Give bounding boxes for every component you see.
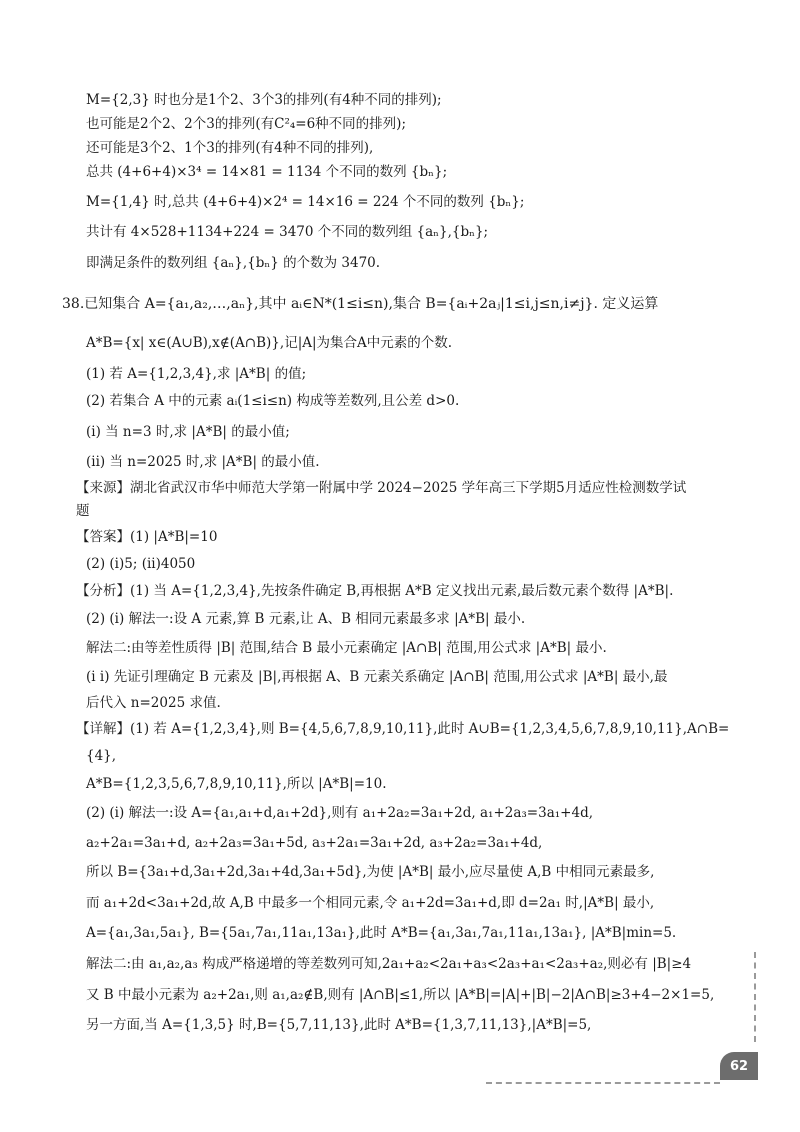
text-line: M={1,4} 时,总共 (4+6+4)×2⁴ = 14×16 = 224 个不同的数列 {bₙ};	[86, 194, 525, 210]
source-label-cont: 题	[76, 503, 90, 519]
text-line: (2) (i) 解法一:设 A={a₁,a₁+d,a₁+2d},则有 a₁+2a₂=3a₁+2d, a₁+2a₃=3a₁+4d,	[86, 805, 594, 821]
text-line: (2) (i)5; (ii)4050	[86, 556, 196, 572]
analysis-label: 【分析】(1) 当 A={1,2,3,4},先按条件确定 B,再根据 A*B 定义找出元素,最后数元素个数得 |A*B|.	[76, 583, 674, 599]
dashed-border-vertical	[754, 952, 756, 1042]
text-line: (i) 当 n=3 时,求 |A*B| 的最小值;	[86, 424, 290, 440]
text-line: (i i) 先证引理确定 B 元素及 |B|,再根据 A、B 元素关系确定 |A∩B| 范围,用公式求 |A*B| 最小,最	[86, 669, 668, 685]
text-line: 即满足条件的数列组 {aₙ},{bₙ} 的个数为 3470.	[86, 255, 381, 271]
text-line: A*B={x| x∈(A∪B),x∉(A∩B)},记|A|为集合A中元素的个数.	[86, 335, 453, 351]
text-line: 解法二:由 a₁,a₂,a₃ 构成严格递增的等差数列可知,2a₁+a₂<2a₁+a₃<2a₃+a₁<2a₃+a₂,则必有 |B|≥4	[86, 956, 692, 972]
text-line: 所以 B={3a₁+d,3a₁+2d,3a₁+4d,3a₁+5d},为使 |A*B| 最小,应尽量使 A,B 中相同元素最多,	[86, 864, 655, 880]
source-label: 【来源】湖北省武汉市华中师范大学第一附属中学 2024−2025 学年高三下学期5月适应性检测数学试	[76, 480, 687, 496]
text-line: 而 a₁+2d<3a₁+2d,故 A,B 中最多一个相同元素,令 a₁+2d=3a₁+d,即 d=2a₁ 时,|A*B| 最小,	[86, 895, 655, 911]
text-line: (ii) 当 n=2025 时,求 |A*B| 的最小值.	[86, 454, 320, 470]
text-line: 解法二:由等差性质得 |B| 范围,结合 B 最小元素确定 |A∩B| 范围,用公式求 |A*B| 最小.	[86, 640, 607, 656]
text-line: 总共 (4+6+4)×3⁴ = 14×81 = 1134 个不同的数列 {bₙ};	[86, 164, 448, 180]
text-line: 另一方面,当 A={1,3,5} 时,B={5,7,11,13},此时 A*B={1,3,7,11,13},|A*B|=5,	[86, 1017, 592, 1033]
detail-label: 【详解】(1) 若 A={1,2,3,4},则 B={4,5,6,7,8,9,10,11},此时 A∪B={1,2,3,4,5,6,7,8,9,10,11},A∩B=	[76, 721, 730, 737]
text-line: {4},	[86, 748, 117, 764]
text-line: a₂+2a₁=3a₁+d, a₂+2a₃=3a₁+5d, a₃+2a₁=3a₁+2d, a₃+2a₂=3a₁+4d,	[86, 835, 543, 851]
answer-label: 【答案】(1) |A*B|=10	[76, 529, 218, 545]
text-line: 也可能是2个2、2个3的排列(有C²₄=6种不同的排列);	[86, 116, 406, 132]
dashed-border-horizontal	[486, 1082, 720, 1084]
text-line: 还可能是3个2、1个3的排列(有4种不同的排列),	[86, 140, 374, 156]
text-line: M={2,3} 时也分是1个2、3个3的排列(有4种不同的排列);	[86, 92, 442, 108]
question-38-stem: 38.已知集合 A={a₁,a₂,…,aₙ},其中 aᵢ∈N*(1≤i≤n),集合 B={aᵢ+2aⱼ|1≤i,j≤n,i≠j}. 定义运算	[62, 296, 659, 312]
text-line: A*B={1,2,3,5,6,7,8,9,10,11},所以 |A*B|=10.	[86, 776, 387, 792]
text-line: 共计有 4×528+1134+224 = 3470 个不同的数列组 {aₙ},{bₙ};	[86, 224, 489, 240]
text-line: (2) 若集合 A 中的元素 aᵢ(1≤i≤n) 构成等差数列,且公差 d>0.	[86, 393, 460, 409]
text-line: (1) 若 A={1,2,3,4},求 |A*B| 的值;	[86, 366, 307, 382]
text-line: 又 B 中最小元素为 a₂+2a₁,则 a₁,a₂∉B,则有 |A∩B|≤1,所以 |A*B|=|A|+|B|−2|A∩B|≥3+4−2×1=5,	[86, 987, 715, 1003]
text-line: A={a₁,3a₁,5a₁}, B={5a₁,7a₁,11a₁,13a₁},此时 A*B={a₁,3a₁,7a₁,11a₁,13a₁}, |A*B|min=5.	[86, 925, 677, 941]
page-number: 62	[720, 1052, 758, 1080]
text-line: (2) (i) 解法一:设 A 元素,算 B 元素,让 A、B 相同元素最多求 |A*B| 最小.	[86, 611, 526, 627]
text-line: 后代入 n=2025 求值.	[86, 695, 221, 711]
